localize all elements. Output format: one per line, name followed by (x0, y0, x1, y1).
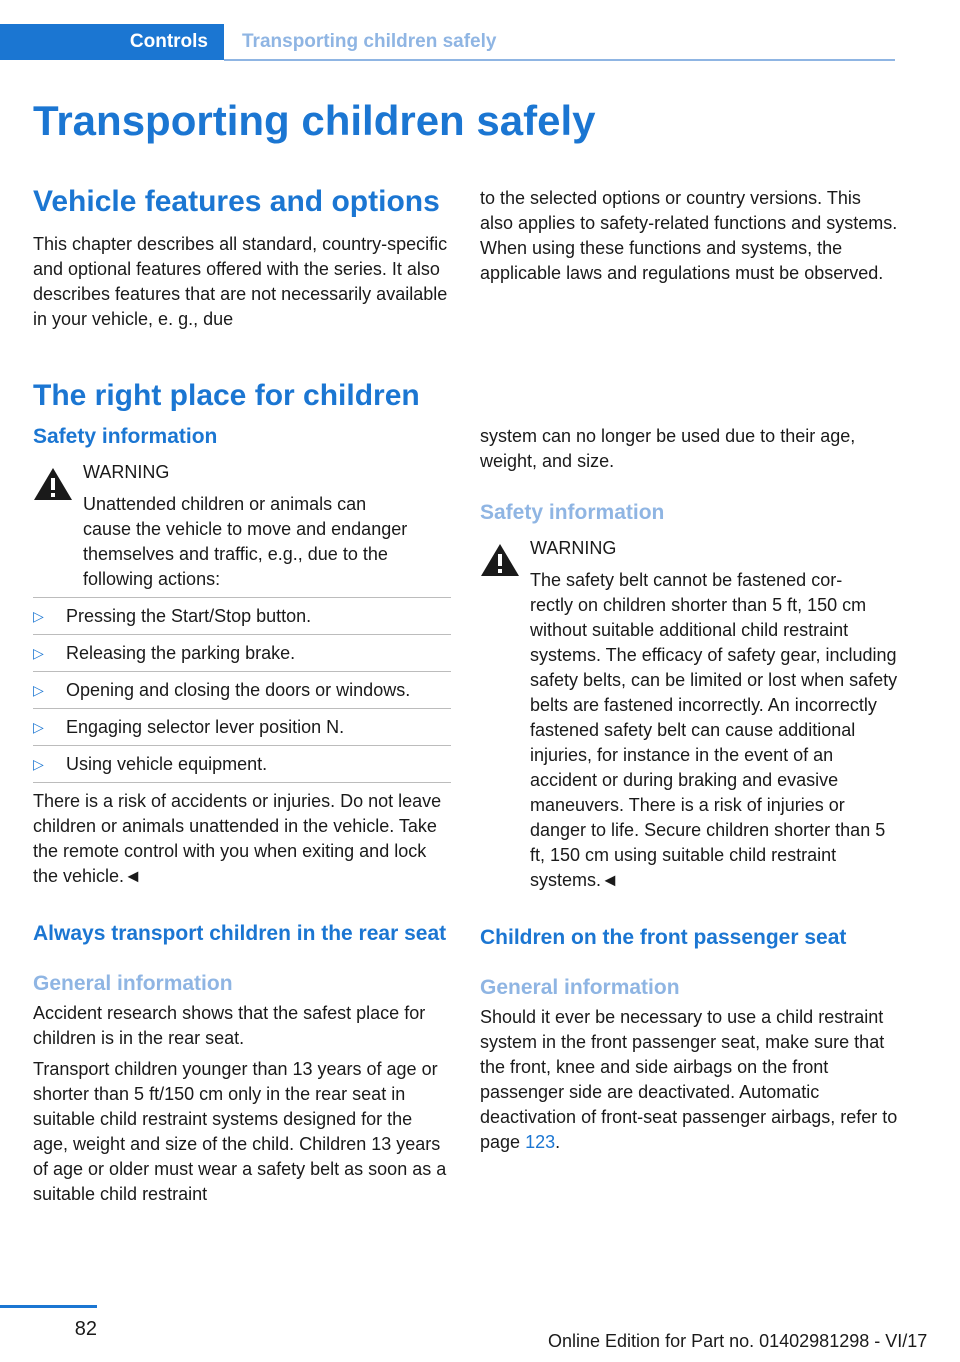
general-info-heading: General information (33, 972, 233, 995)
rear-seat-heading: Always transport children in the rear seat (33, 922, 447, 945)
warning2-first-line: The safety belt cannot be fastened cor- (530, 570, 843, 590)
list-item: ▷ Pressing the Start/Stop button. (33, 604, 451, 629)
triangle-right-icon: ▷ (33, 682, 44, 698)
right-column (480, 424, 898, 1155)
header-rule (224, 59, 895, 61)
page-reference-link[interactable]: 123 (525, 1132, 556, 1152)
general-info-para-2: Transport children younger than 13 years of age or shorter than 5 ft/150 cm only in the rear seat in suitable child restraint systems designed for the age, weight and size of the child. Children 13 years of age or older must wear a safety belt as soon as a suitable child restraint (33, 1059, 447, 1204)
list-item: ▷ Using vehicle equipment. (33, 745, 451, 777)
warning1-text: cause the vehicle to move and endanger themselves and traffic, e.g., due to the following actions: (83, 519, 408, 589)
triangle-right-icon: ▷ (33, 756, 44, 772)
edition-footer: Online Edition for Part no. 01402981298 - VI/17 (548, 1331, 928, 1351)
divider (33, 782, 451, 783)
triangle-right-icon: ▷ (33, 608, 44, 624)
warning-block-2 (480, 536, 898, 893)
warning1-first-line: Unattended children or animals can (83, 494, 367, 514)
list-item: ▷ Engaging selector lever position N. (33, 708, 451, 740)
vehicle-features-left (33, 232, 451, 332)
general-info-para-2-continued: system can no longer be used due to their age, weight, and size. (480, 426, 856, 471)
header-section-tab: Controls (0, 24, 224, 60)
divider (33, 597, 451, 598)
warning-triangle-icon (33, 466, 73, 502)
general-info-para-1: Accident research shows that the safest place for children is in the rear seat. (33, 1003, 426, 1048)
safety-info-2-heading: Safety information (480, 501, 665, 524)
warning2-text: rectly on children shorter than 5 ft, 150 cm without suitable additional child restraint systems. The efficacy of safety gear, including safety belts, can be limited or lost when safety belts are fastened incorrectly. An incorrectly fastened safety belt can cause additional injuries, for instance in the event of an accident or during braking and evasive maneuvers. There is a risk of injuries or danger to life. Secure children shorter than 5 ft, 150 cm using suitable child restraint systems.◄ (530, 595, 898, 890)
warning-label: WARNING (83, 462, 170, 482)
page-number: 82 (74, 1318, 97, 1340)
warning1-conclusion: There is a risk of accidents or injuries. Do not leave children or animals unattended in the vehicle. Take the remote control with you when exiting and lock the vehicle.◄ (33, 791, 442, 886)
header-chapter-title: Transporting children safely (242, 31, 497, 52)
actions-list (33, 604, 451, 777)
running-header (0, 24, 895, 62)
vehicle-features-right (480, 186, 898, 286)
page-number-rule (0, 1305, 97, 1308)
triangle-right-icon: ▷ (33, 719, 44, 735)
front-seat-heading: Children on the front passenger seat (480, 926, 847, 949)
warning-block-1 (33, 460, 451, 592)
general-info-2-heading: General information (480, 976, 680, 999)
vehicle-features-para-right: to the selected options or country versions. This also applies to safety-related functions and systems. When using these functions and systems, the applicable laws and regulations must be observed. (480, 188, 898, 283)
list-item: ▷ Releasing the parking brake. (33, 634, 451, 666)
safety-info-heading: Safety information (33, 425, 218, 448)
page-title: Transporting children safely (33, 97, 596, 144)
vehicle-features-para-left: This chapter describes all standard, country-specific and optional features offered with the series. It also describes features that are not necessarily available in your vehicle, e. g., due (33, 234, 448, 329)
warning-triangle-icon (480, 542, 520, 578)
vehicle-features-heading: Vehicle features and options (33, 185, 440, 218)
left-column (33, 424, 451, 1207)
warning-label: WARNING (530, 538, 617, 558)
triangle-right-icon: ▷ (33, 645, 44, 661)
right-place-heading: The right place for children (33, 379, 420, 412)
front-seat-para: Should it ever be necessary to use a child restraint system in the front passenger seat, make sure that the front, knee and side airbags on the front passenger side are deactivated. Automatic deactivation of front-seat passenger airbags, refer to page 123. (480, 1007, 898, 1152)
list-item: ▷ Opening and closing the doors or windows. (33, 671, 451, 703)
